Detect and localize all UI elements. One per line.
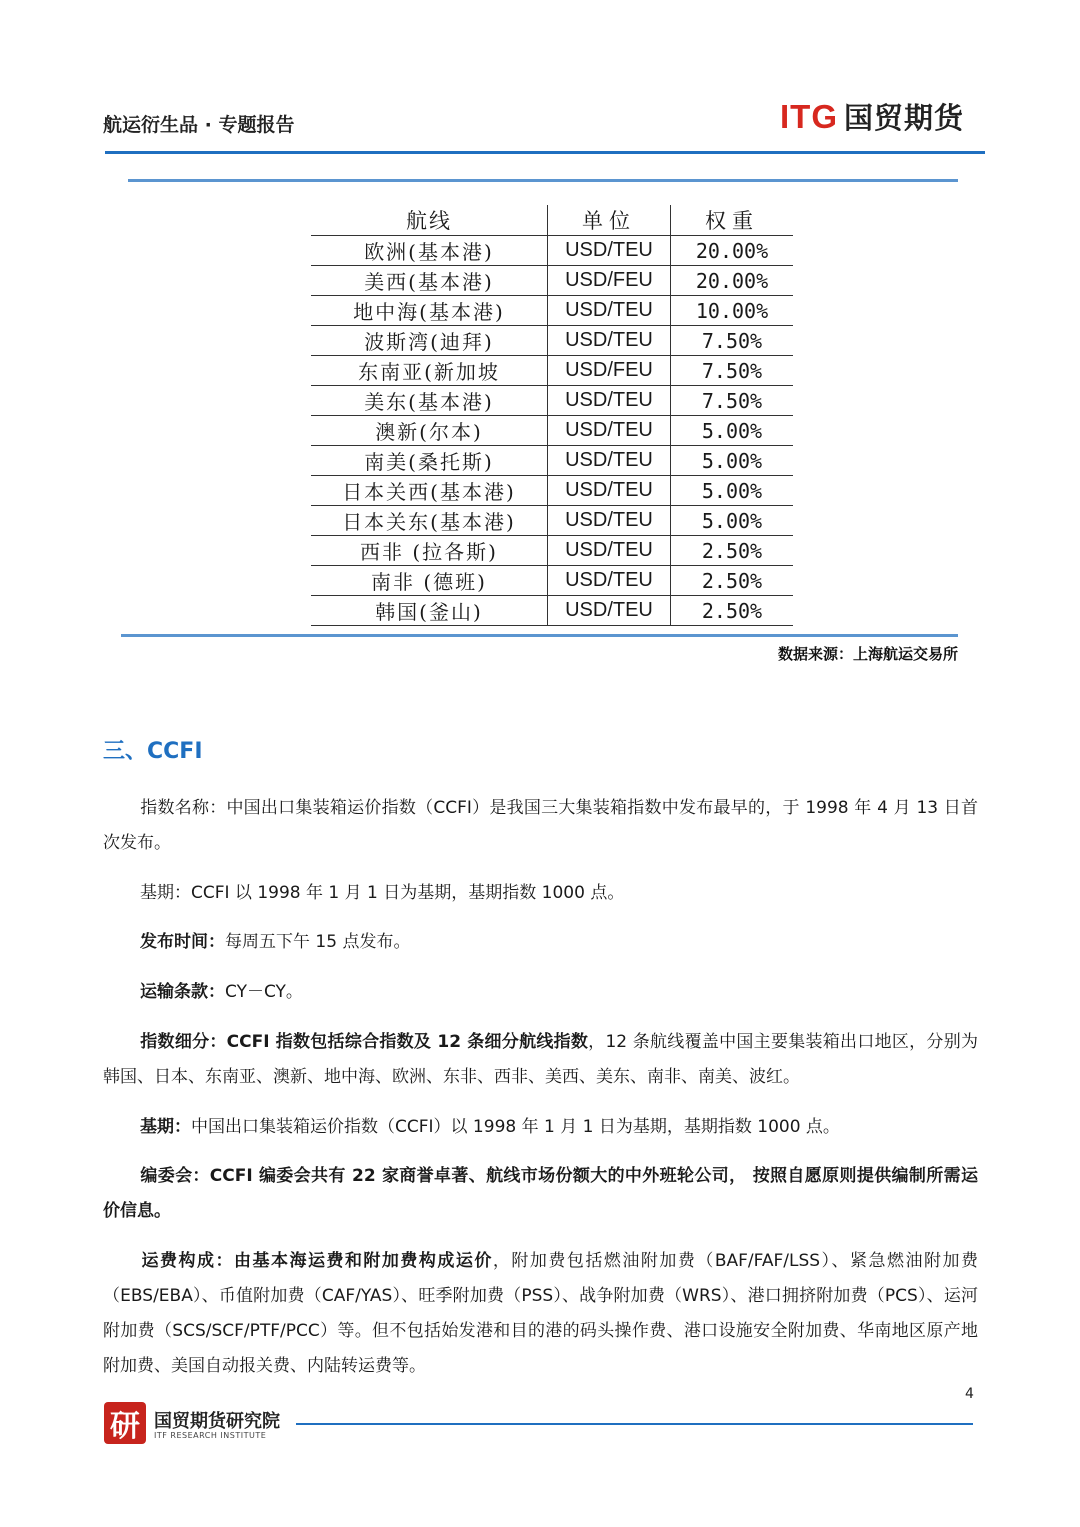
unit-cell: USD/TEU xyxy=(548,536,671,566)
unit-cell: USD/TEU xyxy=(548,416,671,446)
paragraph-text: 中国出口集装箱运价指数（CCFI）以 1998 年 1 月 1 日为基期，基期指数 1000 点。 xyxy=(191,1117,840,1137)
paragraph-transport-terms xyxy=(103,975,978,1010)
table-row xyxy=(311,236,793,266)
company-logo xyxy=(780,96,964,137)
table-row xyxy=(311,446,793,476)
route-cell: 日本关西(基本港) xyxy=(311,476,548,506)
unit-cell: USD/TEU xyxy=(548,236,671,266)
paragraph-text: 基期：CCFI 以 1998 年 1 月 1 日为基期，基期指数 1000 点。 xyxy=(140,883,625,903)
paragraph-base-period-2 xyxy=(103,1110,978,1145)
paragraph-text: CY－CY。 xyxy=(225,982,303,1002)
column-header-route: 航线 xyxy=(311,205,548,236)
institute-name: 国贸期货研究院 xyxy=(154,1411,280,1432)
unit-cell: USD/FEU xyxy=(548,266,671,296)
route-cell: 地中海(基本港) xyxy=(311,296,548,326)
table-row xyxy=(311,266,793,296)
paragraph-label: 基期： xyxy=(140,1117,191,1137)
table-row xyxy=(311,596,793,626)
paragraph-label: 运输条款： xyxy=(140,982,225,1002)
paragraph-text: 指数名称：中国出口集装箱运价指数（CCFI）是我国三大集装箱指数中发布最早的，于 1998 年 4 月 13 日首次发布。 xyxy=(103,798,978,853)
paragraph-text: ，12 条航线覆盖中国主要集装箱出口地区，分别为韩国、日本、东南亚、澳新、地中海、欧洲、东非、西非、美西、美东、南非、南美、波红。 xyxy=(103,1032,978,1087)
unit-cell: USD/TEU xyxy=(548,326,671,356)
weight-cell: 7.50% xyxy=(671,356,794,386)
table-row xyxy=(311,386,793,416)
paragraph-index-name xyxy=(103,791,978,861)
unit-cell: USD/TEU xyxy=(548,566,671,596)
unit-cell: USD/TEU xyxy=(548,596,671,626)
weight-cell: 20.00% xyxy=(671,266,794,296)
table-bottom-rule xyxy=(121,634,958,637)
weight-cell: 5.00% xyxy=(671,476,794,506)
paragraph-label: 运费构成：由基本海运费和附加费构成运价 xyxy=(140,1251,493,1271)
data-source-note: 数据来源：上海航运交易所 xyxy=(777,645,958,663)
unit-cell: USD/TEU xyxy=(548,296,671,326)
weight-cell: 7.50% xyxy=(671,326,794,356)
unit-cell: USD/TEU xyxy=(548,506,671,536)
report-series-title: 航运衍生品 · 专题报告 xyxy=(103,114,295,136)
column-header-unit: 单位 xyxy=(548,205,671,236)
weight-cell: 10.00% xyxy=(671,296,794,326)
table-row xyxy=(311,296,793,326)
table-top-rule xyxy=(128,179,958,182)
route-cell: 东南亚(新加坡 xyxy=(311,356,548,386)
weight-cell: 2.50% xyxy=(671,536,794,566)
route-cell: 韩国(釜山) xyxy=(311,596,548,626)
paragraph-label: 指数细分：CCFI 指数包括综合指数及 12 条细分航线指数 xyxy=(140,1032,589,1052)
paragraph-committee xyxy=(103,1159,978,1229)
table-row xyxy=(311,566,793,596)
unit-cell: USD/TEU xyxy=(548,476,671,506)
header-divider xyxy=(105,151,985,154)
weight-cell: 7.50% xyxy=(671,386,794,416)
route-cell: 南美(桑托斯) xyxy=(311,446,548,476)
unit-cell: USD/FEU xyxy=(548,356,671,386)
route-cell: 欧洲(基本港) xyxy=(311,236,548,266)
table-row xyxy=(311,536,793,566)
footer-divider xyxy=(296,1423,973,1425)
paragraph-freight-composition xyxy=(103,1244,978,1384)
route-cell: 日本关东(基本港) xyxy=(311,506,548,536)
route-cell: 澳新(尔本) xyxy=(311,416,548,446)
institute-english-name: ITF RESEARCH INSTITUTE xyxy=(154,1431,267,1440)
section-heading: 三、CCFI xyxy=(103,739,203,764)
table-row xyxy=(311,476,793,506)
weight-cell: 5.00% xyxy=(671,446,794,476)
route-cell: 南非 (德班) xyxy=(311,566,548,596)
paragraph-text: ，附加费包括燃油附加费（BAF/FAF/LSS）、紧急燃油附加费（EBS/EBA）、币值附加费（CAF/YAS）、旺季附加费（PSS）、战争附加费（WRS）、港口拥挤附加费（PCS）、运河附加费（SCS/SCF/PTF/PCC）等。但不包括始发港和目的港的码头操作费、港口设施安全附加费、华南地区原产地附加费、美国自动报关费、内陆转运费等。 xyxy=(103,1251,979,1376)
route-weight-table xyxy=(311,205,793,626)
weight-cell: 20.00% xyxy=(671,236,794,266)
paragraph-index-breakdown xyxy=(103,1025,978,1095)
page-number: 4 xyxy=(965,1386,974,1402)
weight-cell: 2.50% xyxy=(671,566,794,596)
table-row xyxy=(311,356,793,386)
route-cell: 美西(基本港) xyxy=(311,266,548,296)
paragraph-label: 编委会：CCFI 编委会共有 22 家商誉卓著、航线市场份额大的中外班轮公司， 按照自愿原则提供编制所需运价信息。 xyxy=(103,1166,978,1221)
paragraph-base-period xyxy=(103,876,978,911)
weight-cell: 5.00% xyxy=(671,506,794,536)
paragraph-label: 发布时间： xyxy=(140,932,225,952)
paragraph-text: 每周五下午 15 点发布。 xyxy=(225,932,411,952)
weight-cell: 5.00% xyxy=(671,416,794,446)
logo-itg-text: ITG xyxy=(780,98,838,135)
table-header-row xyxy=(311,205,793,236)
paragraph-release-time xyxy=(103,925,978,960)
table-row xyxy=(311,326,793,356)
route-cell: 美东(基本港) xyxy=(311,386,548,416)
unit-cell: USD/TEU xyxy=(548,386,671,416)
route-cell: 波斯湾(迪拜) xyxy=(311,326,548,356)
unit-cell: USD/TEU xyxy=(548,446,671,476)
table-row xyxy=(311,416,793,446)
weight-cell: 2.50% xyxy=(671,596,794,626)
institute-seal-icon: 研 xyxy=(104,1402,146,1444)
column-header-weight: 权重 xyxy=(671,205,794,236)
logo-cn-text: 国贸期货 xyxy=(844,101,965,135)
table-row xyxy=(311,506,793,536)
route-cell: 西非 (拉各斯) xyxy=(311,536,548,566)
